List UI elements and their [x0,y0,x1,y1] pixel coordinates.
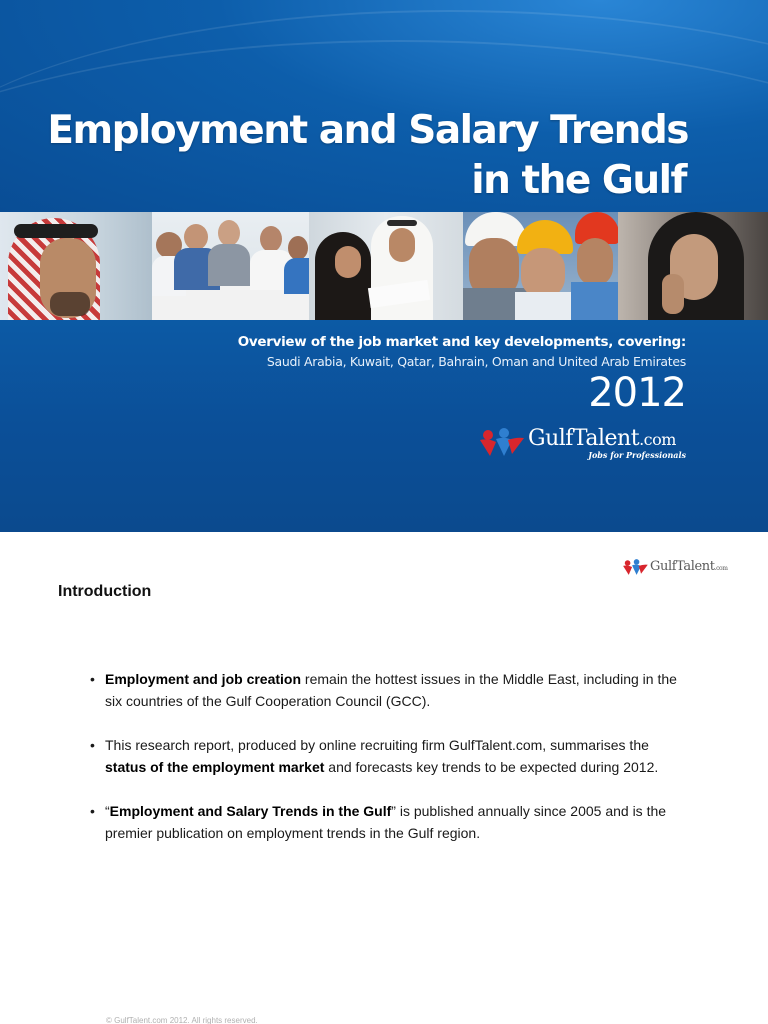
photo-woman-and-man-traditional-dress [309,212,463,320]
bullet-text: ” is published annually since 2005 and is the premier publication on employment trends in the Gulf region. [105,803,667,841]
bullet-list [88,668,688,866]
gulftalent-small-logo-mark-icon [622,558,650,576]
cover-title-line-2: in the Gulf [471,158,686,203]
cover-subtitle: Overview of the job market and key developments, covering: [237,334,686,350]
bullet-dot-icon: • [90,737,95,753]
bullet-item [88,800,688,844]
photo-woman-in-headscarf [618,212,768,320]
photo-man-in-keffiyeh [0,212,152,320]
gulftalent-logo-text: GulfTalent.com [528,426,676,451]
bullet-text: “ [105,803,110,819]
bullet-item [88,668,688,712]
bullet-dot-icon: • [90,803,95,819]
bullet-bold-text: Employment and job creation [105,671,302,687]
gulftalent-small-logo-text: GulfTalent.com [650,559,728,574]
cover-title-line-1: Employment and Salary Trends [47,108,688,153]
photo-business-meeting [152,212,309,320]
bullet-text: remain the hottest issues in the Middle East, including in the six countries of the Gulf Cooperation Council (GCC). [105,671,677,709]
bullet-bold-text: Employment and Salary Trends in the Gulf [109,803,392,819]
cover-year: 2012 [588,370,686,416]
section-heading: Introduction [58,583,152,600]
photo-strip [0,212,768,320]
bullet-bold-text: status of the employment market [105,759,325,775]
bullet-dot-icon: • [90,671,95,687]
bullet-text: and forecasts key trends to be expected during 2012. [324,759,659,775]
gulftalent-tagline: Jobs for Professionals [588,450,686,460]
bullet-item [88,734,688,778]
gulftalent-logo-mark-icon [478,426,528,458]
copyright-footer: © GulfTalent.com 2012. All rights reserved. [106,1016,258,1024]
bullet-text: This research report, produced by online recruiting firm GulfTalent.com, summarises the [105,737,649,753]
photo-engineers-in-hard-hats [463,212,618,320]
cover-countries: Saudi Arabia, Kuwait, Qatar, Bahrain, Oman and United Arab Emirates [266,354,686,369]
gulftalent-small-logo [622,557,742,579]
gulftalent-logo [478,424,688,464]
